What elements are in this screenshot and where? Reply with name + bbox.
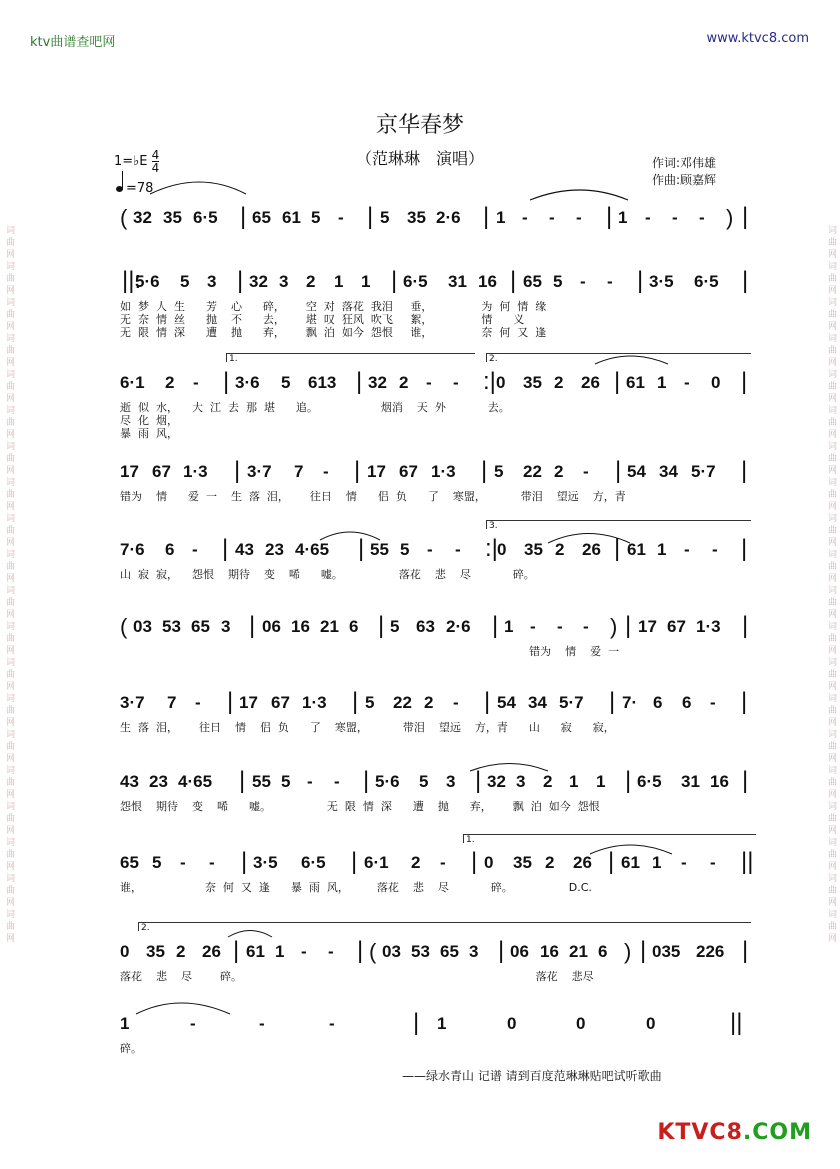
barline: | — [234, 457, 241, 484]
barline: | — [742, 937, 749, 964]
note: 2 — [306, 272, 316, 291]
parenthesis: ) — [610, 614, 618, 639]
barline: | — [367, 203, 374, 230]
dash-extension: - — [710, 853, 716, 872]
note: 3 — [516, 772, 526, 791]
watermark-left: 词曲网词曲网词曲网词曲网词曲网词曲网词曲网词曲网词曲网词曲网词曲网词曲网词曲网词曲网词曲网词曲网词曲网词曲网词曲网词曲网 — [4, 224, 14, 945]
key-note: ♭E — [133, 154, 148, 169]
note: 5·7 — [691, 462, 716, 481]
note: 3 — [207, 272, 217, 291]
dash-extension: - — [580, 272, 586, 291]
note: 035 — [652, 942, 681, 961]
note: 613 — [308, 373, 337, 392]
note: 5 — [390, 617, 400, 636]
note: 2 — [399, 373, 409, 392]
note: 5·7 — [559, 693, 584, 712]
note: 06 — [262, 617, 281, 636]
time-top: 4 — [151, 148, 160, 162]
barline: | — [510, 267, 517, 294]
note: 1·3 — [696, 617, 721, 636]
note: 1 — [652, 853, 662, 872]
note: 55 — [252, 772, 271, 791]
note: 43 — [120, 772, 139, 791]
note: 2 — [424, 693, 434, 712]
lyric-text: 怨恨 期待 变 唏 嘘。 无 限 情 深 遭 抛 弃， 飘 泊 如今 怨恨 — [120, 800, 600, 813]
note: 17 — [239, 693, 258, 712]
note: 1 — [275, 942, 285, 961]
note: 32 — [368, 373, 387, 392]
note: 1 — [437, 1014, 447, 1033]
barline: | — [240, 203, 247, 230]
note: 17 — [638, 617, 657, 636]
note: 43 — [235, 540, 254, 559]
note: 3 — [446, 772, 456, 791]
dash-extension: - — [684, 540, 690, 559]
note: 5 — [311, 208, 321, 227]
site-url[interactable]: www.ktvc8.com — [706, 31, 809, 46]
volta-1: 1. — [226, 353, 475, 362]
lyric-text: 错为 情 爱 一 — [120, 645, 620, 658]
note: 65 — [523, 272, 542, 291]
note: 35 — [146, 942, 165, 961]
barline: | — [742, 203, 749, 230]
note: 1 — [657, 373, 667, 392]
lyric-text: 生 落 泪， 往日 情 侣 负 了 寒盟， 带泪 望远 方，青 山 寂 寂， — [120, 721, 615, 734]
dash-extension: - — [334, 772, 340, 791]
barline: | — [637, 267, 644, 294]
site-name[interactable]: ktv曲谱查吧网 — [30, 35, 116, 50]
note: 6 — [165, 540, 175, 559]
barline: | — [475, 767, 482, 794]
lyric-text: 尽 化 烟， — [120, 414, 178, 427]
note: 2 — [554, 462, 564, 481]
parenthesis: ) — [726, 205, 734, 230]
barline: :| — [483, 368, 496, 395]
note: 1 — [657, 540, 667, 559]
dash-extension: - — [681, 853, 687, 872]
note: 03 — [133, 617, 152, 636]
lyric-text: 如 梦 人 生 芳 心 碎， 空 对 落花 我泪 垂， 为 何 情 缘 — [120, 300, 547, 313]
note: 55 — [370, 540, 389, 559]
barline: | — [356, 368, 363, 395]
note: 2 — [411, 853, 421, 872]
barline: | — [413, 1009, 420, 1036]
note: 23 — [149, 772, 168, 791]
dash-extension: - — [699, 208, 705, 227]
key-label: 1= — [114, 154, 134, 169]
note: 53 — [162, 617, 181, 636]
note: 6 — [598, 942, 608, 961]
barline: | — [233, 937, 240, 964]
dash-extension: - — [195, 693, 201, 712]
note: 65 — [252, 208, 271, 227]
note: 5 — [281, 373, 291, 392]
site-logo[interactable] — [657, 1120, 812, 1145]
barline: | — [391, 267, 398, 294]
note: 3·7 — [247, 462, 272, 481]
note: 5 — [380, 208, 390, 227]
note: 32 — [133, 208, 152, 227]
note: 5 — [419, 772, 429, 791]
note: 1 — [618, 208, 628, 227]
barline: ||: — [122, 267, 142, 294]
note: 1 — [361, 272, 371, 291]
barline: | — [223, 368, 230, 395]
note: 26 — [582, 540, 601, 559]
note: 0 — [507, 1014, 517, 1033]
note: 26 — [202, 942, 221, 961]
note: 1·3 — [183, 462, 208, 481]
note: 53 — [411, 942, 430, 961]
barline: | — [249, 612, 256, 639]
song-title: 京华春梦 — [375, 113, 464, 138]
note: 2 — [176, 942, 186, 961]
note: 16 — [540, 942, 559, 961]
parenthesis: ) — [624, 939, 632, 964]
dash-extension: - — [530, 617, 536, 636]
note: 26 — [573, 853, 592, 872]
barline: | — [608, 848, 615, 875]
barline: | — [625, 612, 632, 639]
barline: || — [730, 1009, 743, 1036]
dash-extension: - — [192, 540, 198, 559]
note: 5·6 — [375, 772, 400, 791]
note: 5 — [365, 693, 375, 712]
dash-extension: - — [426, 373, 432, 392]
note: 35 — [523, 373, 542, 392]
tempo-value: =78 — [126, 181, 154, 196]
barline: | — [354, 457, 361, 484]
watermark-right: 词曲网词曲网词曲网词曲网词曲网词曲网词曲网词曲网词曲网词曲网词曲网词曲网词曲网词曲网词曲网词曲网词曲网词曲网词曲网词曲网 — [826, 224, 836, 945]
barline: || — [741, 848, 754, 875]
dash-extension: - — [180, 853, 186, 872]
dash-extension: - — [684, 373, 690, 392]
note: 61 — [246, 942, 265, 961]
note: 31 — [448, 272, 467, 291]
note: 0 — [484, 853, 494, 872]
volta-1-repeat: 1. — [463, 834, 756, 843]
note: 1·3 — [431, 462, 456, 481]
time-bottom: 4 — [151, 161, 160, 175]
note: 32 — [249, 272, 268, 291]
barline: | — [237, 267, 244, 294]
dash-extension: - — [193, 373, 199, 392]
dash-extension: - — [190, 1014, 196, 1033]
dash-extension: - — [557, 617, 563, 636]
note: 6·5 — [193, 208, 218, 227]
barline: | — [363, 767, 370, 794]
dash-extension: - — [427, 540, 433, 559]
note: 35 — [407, 208, 426, 227]
barline: | — [741, 368, 748, 395]
note: 1 — [496, 208, 506, 227]
dash-extension: - — [307, 772, 313, 791]
note: 54 — [497, 693, 516, 712]
note: 03 — [382, 942, 401, 961]
note: 21 — [569, 942, 588, 961]
note: 5 — [494, 462, 504, 481]
barline: | — [351, 848, 358, 875]
note: 2 — [545, 853, 555, 872]
logo-main: KTVC8 — [657, 1120, 743, 1145]
note: 63 — [416, 617, 435, 636]
note: 32 — [487, 772, 506, 791]
note: 6·1 — [364, 853, 389, 872]
note: 67 — [271, 693, 290, 712]
note: 17 — [367, 462, 386, 481]
note: 1·3 — [302, 693, 327, 712]
dash-extension: - — [301, 942, 307, 961]
dash-extension: - — [710, 693, 716, 712]
lyric-text: 落花 悲 尽 碎。 落花 悲尽 — [120, 970, 594, 983]
note: 22 — [393, 693, 412, 712]
note: 0 — [496, 373, 506, 392]
barline: | — [471, 848, 478, 875]
note: 2 — [543, 772, 553, 791]
lyric-text: 无 限 情 深 遭 抛 弃， 飘 泊 如今 怨恨 谁， 奈 何 又 逢 — [120, 326, 547, 339]
barline: | — [741, 457, 748, 484]
note: 5 — [152, 853, 162, 872]
note: 6·1 — [120, 373, 145, 392]
note: 65 — [440, 942, 459, 961]
note: 67 — [399, 462, 418, 481]
note: 61 — [282, 208, 301, 227]
note: 35 — [524, 540, 543, 559]
note: 0 — [646, 1014, 656, 1033]
note: 226 — [696, 942, 725, 961]
barline: | — [492, 612, 499, 639]
note: 35 — [513, 853, 532, 872]
note: 23 — [265, 540, 284, 559]
lyric-text: 山 寂 寂， 怨恨 期待 变 唏 嘘。 落花 悲 尽 碎。 — [120, 568, 535, 581]
note: 6·5 — [301, 853, 326, 872]
note: 0 — [576, 1014, 586, 1033]
footer-note: ——绿水青山 记谱 请到百度范琳琳贴吧试听歌曲 — [402, 1069, 662, 1083]
barline: | — [615, 457, 622, 484]
barline: | — [741, 535, 748, 562]
dash-extension: - — [522, 208, 528, 227]
barline: | — [614, 368, 621, 395]
barline: | — [640, 937, 647, 964]
note: 16 — [710, 772, 729, 791]
note: 6 — [682, 693, 692, 712]
note: 5 — [553, 272, 563, 291]
note: 34 — [659, 462, 678, 481]
lyric-text: 谁， 奈 何 又 逢 暴 雨 风， 落花 悲 尽 碎。 D.C. — [120, 881, 592, 894]
lyricist: 作词:邓伟雄 — [652, 156, 717, 170]
lyric-text: 错为 情 爱 一 生 落 泪， 往日 情 侣 负 了 寒盟， 带泪 望远 方，青 — [120, 490, 626, 503]
dash-extension: - — [323, 462, 329, 481]
note: 3·7 — [120, 693, 145, 712]
dash-extension: - — [583, 617, 589, 636]
note: 5 — [400, 540, 410, 559]
dash-extension: - — [576, 208, 582, 227]
note: 5·6 — [135, 272, 160, 291]
note: 61 — [621, 853, 640, 872]
note: 7·6 — [120, 540, 145, 559]
note: 67 — [667, 617, 686, 636]
note: 7 — [167, 693, 177, 712]
barline: | — [625, 767, 632, 794]
dash-extension: - — [645, 208, 651, 227]
barline: | — [742, 612, 749, 639]
dash-extension: - — [453, 373, 459, 392]
volta-3: 3. — [486, 520, 751, 529]
dash-extension: - — [607, 272, 613, 291]
note: 67 — [152, 462, 171, 481]
dash-extension: - — [549, 208, 555, 227]
barline: | — [227, 688, 234, 715]
parenthesis: ( — [369, 939, 377, 964]
note: 34 — [528, 693, 547, 712]
dash-extension: - — [583, 462, 589, 481]
barline: | — [222, 535, 229, 562]
note: 2 — [554, 373, 564, 392]
note: 3 — [469, 942, 479, 961]
barline: | — [358, 535, 365, 562]
note: 7· — [622, 693, 638, 712]
dash-extension: - — [712, 540, 718, 559]
dash-extension: - — [453, 693, 459, 712]
note: 3 — [221, 617, 231, 636]
barline: | — [483, 203, 490, 230]
note: 5 — [281, 772, 291, 791]
note: 26 — [581, 373, 600, 392]
barline: | — [241, 848, 248, 875]
note: 1 — [334, 272, 344, 291]
parenthesis: ( — [120, 614, 128, 639]
note: 3 — [279, 272, 289, 291]
note: 21 — [320, 617, 339, 636]
note: 2 — [165, 373, 175, 392]
barline: | — [741, 688, 748, 715]
note: 3·5 — [253, 853, 278, 872]
note: 2 — [555, 540, 565, 559]
note: 1 — [569, 772, 579, 791]
barline: | — [606, 203, 613, 230]
note: 3·6 — [235, 373, 260, 392]
barline: :| — [485, 535, 498, 562]
note: 7 — [294, 462, 304, 481]
dash-extension: - — [259, 1014, 265, 1033]
song-subtitle: （范琳琳 演唱） — [355, 149, 484, 168]
barline: | — [742, 767, 749, 794]
note: 16 — [478, 272, 497, 291]
dash-extension: - — [329, 1014, 335, 1033]
lyric-text: 暴 雨 风， — [120, 427, 178, 440]
note: 6·5 — [403, 272, 428, 291]
note: 1 — [596, 772, 606, 791]
note: 22 — [523, 462, 542, 481]
volta-2-repeat: 2. — [138, 922, 751, 931]
note: 06 — [510, 942, 529, 961]
note: 2·6 — [436, 208, 461, 227]
barline: | — [498, 937, 505, 964]
barline: | — [239, 767, 246, 794]
note: 2·6 — [446, 617, 471, 636]
note: 16 — [291, 617, 310, 636]
note: 5 — [180, 272, 190, 291]
note: 61 — [626, 373, 645, 392]
note: 17 — [120, 462, 139, 481]
lyric-text: 碎。 — [120, 1042, 142, 1055]
volta-2: 2. — [486, 353, 751, 362]
note: 65 — [120, 853, 139, 872]
dash-extension: - — [672, 208, 678, 227]
barline: | — [614, 535, 621, 562]
note: 61 — [627, 540, 646, 559]
dash-extension: - — [209, 853, 215, 872]
note: 3·5 — [649, 272, 674, 291]
lyric-text: 逝 似 水， 大 江 去 那 堪 追。 烟消 天 外 去。 — [120, 401, 510, 414]
barline: | — [481, 457, 488, 484]
note: 6·5 — [637, 772, 662, 791]
dash-extension: - — [338, 208, 344, 227]
lyric-text: 无 奈 情 丝 抛 不 去， 堪 叹 狂风 吹飞 絮， 情 义 — [120, 313, 525, 326]
barline: | — [378, 612, 385, 639]
note: 4·65 — [178, 772, 213, 791]
barline: | — [609, 688, 616, 715]
note: 0 — [711, 373, 721, 392]
dash-extension: - — [440, 853, 446, 872]
note: 54 — [627, 462, 646, 481]
note: 6 — [349, 617, 359, 636]
note: 4·65 — [295, 540, 330, 559]
barline: | — [357, 937, 364, 964]
composer: 作曲:顾嘉辉 — [652, 173, 717, 187]
note: 6·5 — [694, 272, 719, 291]
dash-extension: - — [328, 942, 334, 961]
dash-extension: - — [455, 540, 461, 559]
note: 1 — [120, 1014, 130, 1033]
note: 6 — [653, 693, 663, 712]
barline: | — [742, 267, 749, 294]
barline: | — [484, 688, 491, 715]
note: 31 — [681, 772, 700, 791]
parenthesis: ( — [120, 205, 128, 230]
note: 65 — [191, 617, 210, 636]
note: 1 — [504, 617, 514, 636]
logo-suffix: .COM — [742, 1120, 812, 1145]
note: 0 — [497, 540, 507, 559]
note: 0 — [120, 942, 130, 961]
barline: | — [352, 688, 359, 715]
note: 35 — [163, 208, 182, 227]
